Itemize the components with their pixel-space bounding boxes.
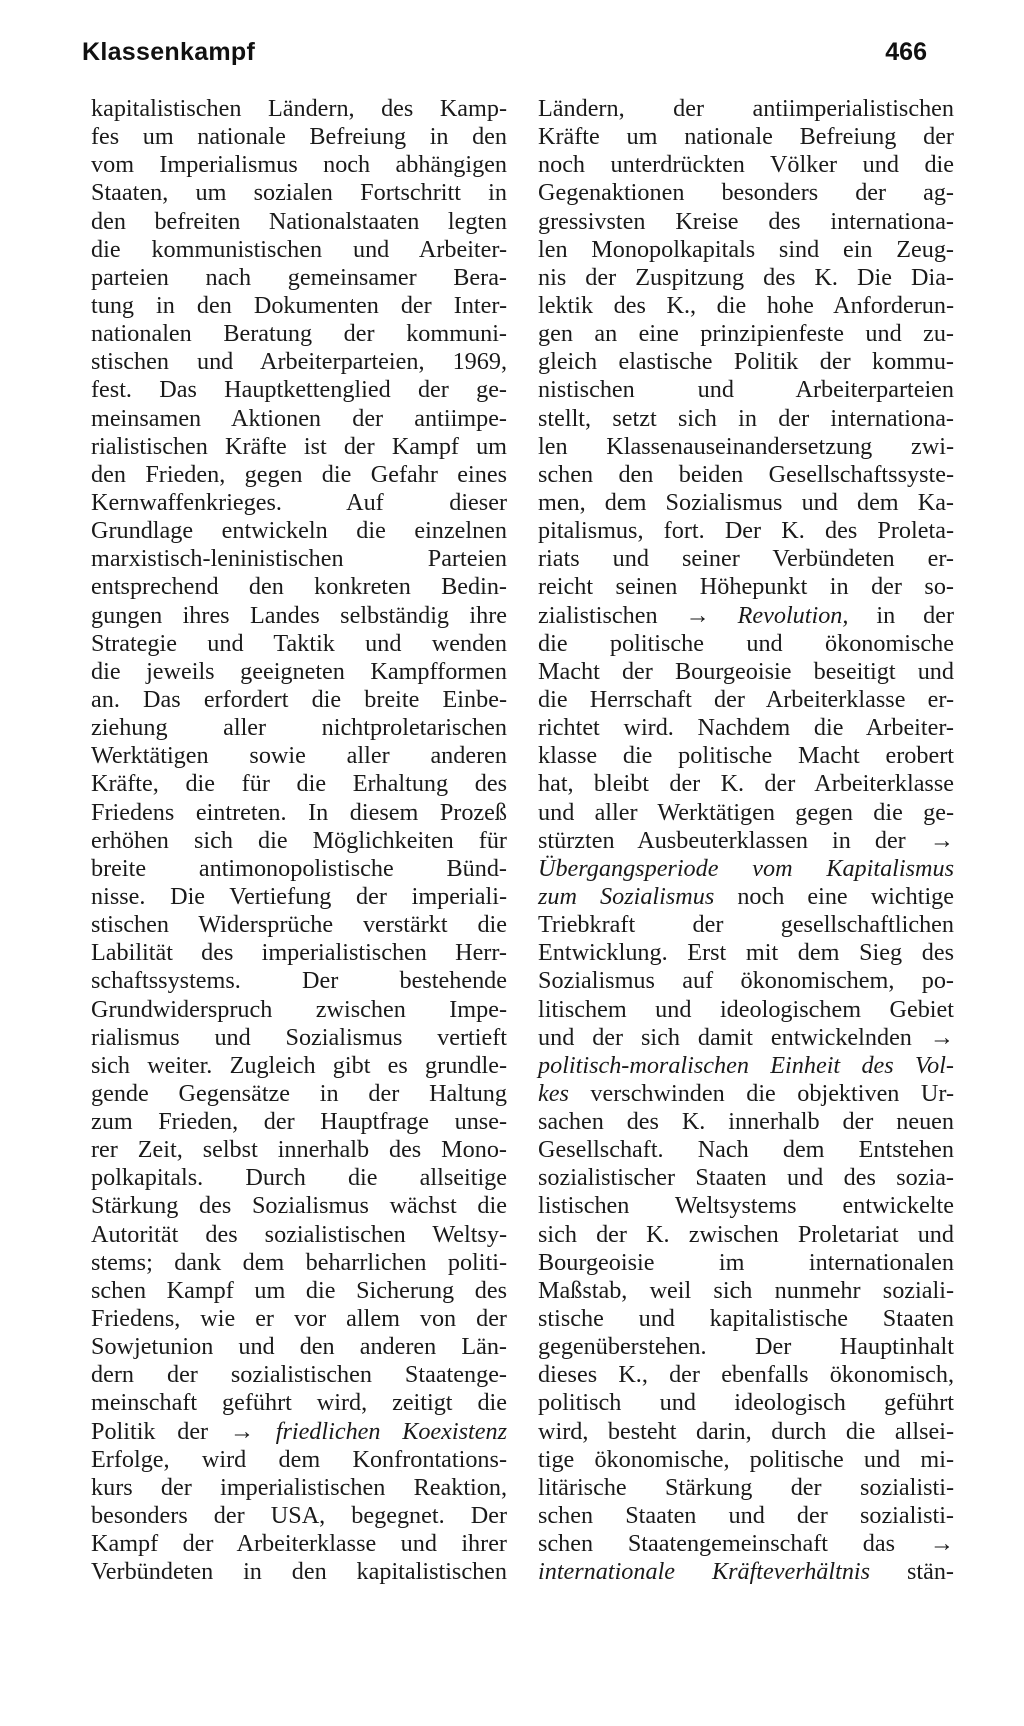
text-segment: Grundlage entwickeln die einzelnen: [91, 517, 507, 545]
text-segment: dieses K., der ebenfalls ökonomisch,: [538, 1361, 954, 1389]
text-line: [538, 1474, 954, 1502]
text-line: [538, 1221, 954, 1249]
text-segment: stürzten Ausbeuterklassen in der →: [538, 826, 954, 854]
text-line: [91, 602, 507, 630]
text-segment: meinsamen Aktionen der antiimpe-: [91, 404, 507, 432]
text-line: [91, 658, 507, 686]
text-line: [91, 1164, 507, 1192]
text-segment: fest. Das Hauptkettenglied der ge-: [91, 376, 507, 404]
cross-reference-term: zum Sozialismus: [538, 882, 715, 910]
cross-reference-term: Revolution,: [737, 601, 849, 629]
text-segment: kapitalistischen Ländern, des Kamp-: [91, 95, 507, 122]
text-line: [91, 264, 507, 292]
text-line: [538, 1389, 954, 1417]
text-line: [538, 602, 954, 630]
text-segment: stän-: [870, 1558, 954, 1586]
text-segment: Stärkung des Sozialismus wächst die: [91, 1192, 507, 1220]
text-line: [91, 686, 507, 714]
text-line: [538, 827, 954, 855]
text-line: [91, 1052, 507, 1080]
text-line: [91, 742, 507, 770]
text-segment: pitalismus, fort. Der K. des Proleta-: [538, 517, 954, 545]
text-segment: Sozialismus auf ökonomischem, po-: [538, 967, 954, 995]
text-segment: wird, besteht darin, durch die allsei-: [538, 1417, 954, 1445]
text-segment: sich weiter. Zugleich gibt es grundle-: [91, 1051, 507, 1079]
text-line: [538, 151, 954, 179]
text-line: [91, 1502, 507, 1530]
text-segment: Labilität des imperialistischen Herr-: [91, 939, 507, 967]
text-line: [91, 967, 507, 995]
text-segment: noch eine wichtige: [714, 882, 954, 910]
text-segment: gressivsten Kreise des internationa-: [538, 207, 954, 235]
text-segment: rialismus und Sozialismus vertieft: [91, 1023, 507, 1051]
text-line: [538, 799, 954, 827]
text-segment: politisch und ideologisch geführt: [538, 1389, 954, 1417]
text-line: [91, 489, 507, 517]
text-segment: meinschaft geführt wird, zeitigt die: [91, 1389, 507, 1417]
text-line: [538, 1108, 954, 1136]
text-line: [91, 855, 507, 883]
text-line: [91, 461, 507, 489]
text-segment: in der: [848, 601, 954, 629]
text-line: [91, 348, 507, 376]
text-line: [538, 630, 954, 658]
text-segment: zum Frieden, der Hauptfrage unse-: [91, 1108, 507, 1136]
text-line: [538, 1558, 954, 1586]
cross-reference-term: politisch-moralischen Einheit des Vol-: [538, 1051, 954, 1079]
text-line: [538, 742, 954, 770]
text-line: [91, 123, 507, 151]
text-segment: entsprechend den konkreten Bedin-: [91, 573, 507, 601]
text-line: [91, 1192, 507, 1220]
text-line: [538, 264, 954, 292]
text-segment: gungen ihres Landes selbständig ihre: [91, 601, 507, 629]
text-segment: Kernwaffenkrieges. Auf dieser: [91, 488, 507, 516]
text-line: [538, 573, 954, 601]
text-line: [91, 1305, 507, 1333]
text-line: [91, 630, 507, 658]
text-segment: den Frieden, gegen die Gefahr eines: [91, 460, 507, 488]
text-segment: Maßstab, weil sich nunmehr soziali-: [538, 1276, 954, 1304]
text-segment: ziehung aller nichtproletarischen: [91, 714, 507, 742]
text-segment: stischen Widersprüche verstärkt die: [91, 911, 507, 939]
text-segment: den befreiten Nationalstaaten legten: [91, 207, 507, 235]
text-segment: Friedens eintreten. In diesem Prozeß: [91, 798, 507, 826]
text-segment: Sowjetunion und den anderen Län-: [91, 1333, 507, 1361]
text-segment: Strategie und Taktik und wenden: [91, 629, 507, 657]
text-segment: die Herrschaft der Arbeiterklasse er-: [538, 685, 954, 713]
text-line: [538, 208, 954, 236]
text-segment: Ländern, der antiimperialistischen: [538, 95, 954, 122]
text-segment: rer Zeit, selbst innerhalb des Mono-: [91, 1136, 507, 1164]
text-segment: Entwicklung. Erst mit dem Sieg des: [538, 939, 954, 967]
text-line: [538, 1305, 954, 1333]
text-segment: vom Imperialismus noch abhängigen: [91, 151, 507, 179]
text-line: [91, 1530, 507, 1558]
text-line: [538, 686, 954, 714]
text-line: [538, 1502, 954, 1530]
text-segment: schaftssystems. Der bestehende: [91, 967, 507, 995]
text-line: [538, 1418, 954, 1446]
text-segment: stellt, setzt sich in der internationa-: [538, 404, 954, 432]
text-segment: verschwinden die objektiven Ur-: [568, 1079, 954, 1107]
text-line: [538, 1136, 954, 1164]
text-line: [538, 714, 954, 742]
text-segment: gleich elastische Politik der kommu-: [538, 348, 954, 376]
text-segment: richtet wird. Nachdem die Arbeiter-: [538, 714, 954, 742]
cross-reference-term: Übergangsperiode vom Kapitalismus: [538, 854, 954, 882]
text-segment: kurs der imperialistischen Reaktion,: [91, 1473, 507, 1501]
text-line: [538, 658, 954, 686]
text-segment: nationalen Beratung der kommuni-: [91, 320, 507, 348]
text-line: [91, 179, 507, 207]
text-segment: gende Gegensätze in der Haltung: [91, 1079, 507, 1107]
text-line: [91, 95, 507, 123]
text-line: [538, 376, 954, 404]
text-line: [538, 1530, 954, 1558]
text-segment: hat, bleibt der K. der Arbeiterklasse: [538, 770, 954, 798]
text-segment: schen den beiden Gesellschaftssyste-: [538, 460, 954, 488]
page-number: 466: [885, 38, 927, 66]
text-segment: litischem und ideologischem Gebiet: [538, 995, 954, 1023]
text-line: [538, 123, 954, 151]
text-line: [538, 939, 954, 967]
text-line: [538, 855, 954, 883]
text-line: [91, 1249, 507, 1277]
text-line: [538, 911, 954, 939]
text-segment: stische und kapitalistische Staaten: [538, 1305, 954, 1333]
text-segment: die kommunistischen und Arbeiter-: [91, 235, 507, 263]
text-segment: Triebkraft der gesellschaftlichen: [538, 911, 954, 939]
text-segment: an. Das erfordert die breite Einbe-: [91, 685, 507, 713]
text-line: [91, 714, 507, 742]
text-segment: Erfolge, wird dem Konfrontations-: [91, 1445, 507, 1473]
text-segment: stems; dank dem beharrlichen politi-: [91, 1248, 507, 1276]
text-segment: schen Staaten und der sozialisti-: [538, 1502, 954, 1530]
text-segment: schen Staatengemeinschaft das →: [538, 1530, 954, 1558]
text-segment: Kräfte, die für die Erhaltung des: [91, 770, 507, 798]
text-segment: Kräfte um nationale Befreiung der: [538, 123, 954, 151]
text-segment: klasse die politische Macht erobert: [538, 742, 954, 770]
text-line: [91, 151, 507, 179]
cross-reference-term: friedlichen Koexistenz: [275, 1417, 507, 1445]
text-line: [91, 433, 507, 461]
text-line: [538, 1164, 954, 1192]
text-line: [91, 1136, 507, 1164]
text-segment: tige ökonomische, politische und mi-: [538, 1445, 954, 1473]
text-line: [91, 376, 507, 404]
text-line: [538, 348, 954, 376]
text-line: [538, 95, 954, 123]
text-segment: riats und seiner Verbündeten er-: [538, 545, 954, 573]
text-line: [91, 1221, 507, 1249]
text-line: [538, 461, 954, 489]
text-segment: und aller Werktätigen gegen die ge-: [538, 798, 954, 826]
text-segment: lektik des K., die hohe Anforderun-: [538, 291, 954, 319]
text-line: [91, 517, 507, 545]
left-text-column: [91, 95, 507, 1586]
text-line: [538, 236, 954, 264]
text-segment: Macht der Bourgeoisie beseitigt und: [538, 657, 954, 685]
text-line: [538, 1249, 954, 1277]
text-line: [91, 883, 507, 911]
text-segment: zialistischen →: [538, 601, 738, 629]
text-line: [91, 236, 507, 264]
text-segment: fes um nationale Befreiung in den: [91, 123, 507, 151]
text-segment: polkapitals. Durch die allseitige: [91, 1164, 507, 1192]
text-segment: reicht seinen Höhepunkt in der so-: [538, 573, 954, 601]
text-segment: parteien nach gemeinsamer Bera-: [91, 263, 507, 291]
text-segment: len Klassenauseinandersetzung zwi-: [538, 432, 954, 460]
text-segment: die politische und ökonomische: [538, 629, 954, 657]
text-segment: nistischen und Arbeiterparteien: [538, 376, 954, 404]
text-line: [91, 770, 507, 798]
text-segment: und der sich damit entwickelnden →: [538, 1023, 954, 1051]
text-segment: noch unterdrückten Völker und die: [538, 151, 954, 179]
text-line: [538, 517, 954, 545]
right-text-column: [538, 95, 954, 1586]
text-line: [538, 292, 954, 320]
text-line: [538, 1192, 954, 1220]
text-line: [91, 1446, 507, 1474]
text-segment: sich der K. zwischen Proletariat und: [538, 1220, 954, 1248]
text-segment: sachen des K. innerhalb der neuen: [538, 1108, 954, 1136]
text-line: [538, 1052, 954, 1080]
text-line: [91, 1024, 507, 1052]
cross-reference-term: internationale Kräfteverhältnis: [538, 1558, 871, 1586]
text-segment: Verbündeten in den kapitalistischen: [91, 1558, 507, 1586]
text-segment: Kampf der Arbeiterklasse und ihrer: [91, 1530, 507, 1558]
text-line: [91, 1474, 507, 1502]
text-segment: Autorität des sozialistischen Weltsy-: [91, 1220, 507, 1248]
text-line: [91, 320, 507, 348]
text-line: [538, 545, 954, 573]
text-segment: nis der Zuspitzung des K. Die Dia-: [538, 263, 954, 291]
text-line: [91, 545, 507, 573]
text-segment: listischen Weltsystems entwickelte: [538, 1192, 954, 1220]
text-line: [91, 996, 507, 1024]
text-line: [91, 1418, 507, 1446]
text-line: [91, 1361, 507, 1389]
page-header-title: Klassenkampf: [82, 38, 256, 66]
text-line: [538, 179, 954, 207]
text-segment: dern der sozialistischen Staatenge-: [91, 1361, 507, 1389]
text-line: [91, 1333, 507, 1361]
text-line: [91, 1108, 507, 1136]
text-line: [91, 799, 507, 827]
text-segment: men, dem Sozialismus und dem Ka-: [538, 488, 954, 516]
text-line: [91, 939, 507, 967]
text-line: [538, 883, 954, 911]
text-segment: die jeweils geeigneten Kampfformen: [91, 657, 507, 685]
text-line: [91, 292, 507, 320]
text-line: [91, 827, 507, 855]
text-segment: rialistischen Kräfte ist der Kampf um: [91, 432, 507, 460]
text-segment: marxistisch-leninistischen Parteien: [91, 545, 507, 573]
text-segment: stischen und Arbeiterparteien, 1969,: [91, 348, 507, 376]
text-line: [91, 573, 507, 601]
text-line: [538, 1024, 954, 1052]
text-segment: gegenüberstehen. Der Hauptinhalt: [538, 1333, 954, 1361]
text-segment: sozialistischer Staaten und des sozia-: [538, 1164, 954, 1192]
text-segment: erhöhen sich die Möglichkeiten für: [91, 826, 507, 854]
text-line: [91, 1277, 507, 1305]
cross-reference-term: kes: [538, 1079, 569, 1107]
text-line: [538, 1333, 954, 1361]
text-line: [538, 996, 954, 1024]
text-line: [538, 320, 954, 348]
text-segment: Gegenaktionen besonders der ag-: [538, 179, 954, 207]
text-line: [91, 208, 507, 236]
text-line: [538, 1446, 954, 1474]
text-segment: Grundwiderspruch zwischen Impe-: [91, 995, 507, 1023]
text-segment: litärische Stärkung der sozialisti-: [538, 1473, 954, 1501]
text-segment: schen Kampf um die Sicherung des: [91, 1276, 507, 1304]
text-segment: breite antimonopolistische Bünd-: [91, 854, 507, 882]
text-line: [91, 405, 507, 433]
text-segment: Politik der →: [91, 1417, 276, 1445]
text-segment: Werktätigen sowie aller anderen: [91, 742, 507, 770]
text-line: [538, 489, 954, 517]
text-segment: Staaten, um sozialen Fortschritt in: [91, 179, 507, 207]
text-line: [538, 405, 954, 433]
text-segment: nisse. Die Vertiefung der imperiali-: [91, 882, 507, 910]
text-line: [91, 1558, 507, 1586]
text-line: [91, 1389, 507, 1417]
text-line: [91, 1080, 507, 1108]
text-line: [538, 433, 954, 461]
text-line: [538, 1080, 954, 1108]
text-segment: Bourgeoisie im internationalen: [538, 1248, 954, 1276]
text-segment: gen an eine prinzipienfeste und zu-: [538, 320, 954, 348]
text-segment: len Monopolkapitals sind ein Zeug-: [538, 235, 954, 263]
text-line: [538, 967, 954, 995]
text-line: [91, 911, 507, 939]
text-line: [538, 1361, 954, 1389]
text-segment: tung in den Dokumenten der Inter-: [91, 291, 507, 319]
text-segment: besonders der USA, begegnet. Der: [91, 1502, 507, 1530]
text-line: [538, 1277, 954, 1305]
text-segment: Gesellschaft. Nach dem Entstehen: [538, 1136, 954, 1164]
text-segment: Friedens, wie er vor allem von der: [91, 1305, 507, 1333]
text-line: [538, 770, 954, 798]
